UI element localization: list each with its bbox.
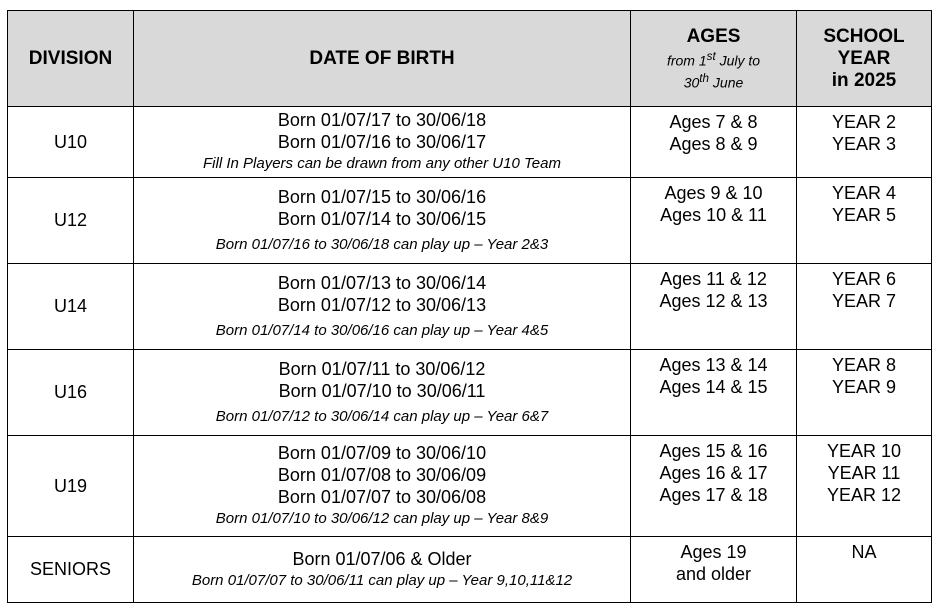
ages-cell: Ages 15 & 16 Ages 16 & 17 Ages 17 & 18 [631,436,797,537]
header-division: DIVISION [8,11,134,107]
header-school-year: SCHOOL YEAR in 2025 [797,11,932,107]
ages-cell: Ages 19 and older [631,537,797,603]
school-year-cell: NA [797,537,932,603]
header-ages-subtitle: from 1st July to [666,49,761,69]
dob-note: Born 01/07/10 to 30/06/12 can play up – Year 8&9 [215,510,549,527]
table-row [8,178,932,264]
division-cell: U16 [8,350,134,436]
school-year-cell: YEAR 4 YEAR 5 [797,178,932,264]
ages-cell: Ages 13 & 14 Ages 14 & 15 [631,350,797,436]
dob-cell: Born 01/07/06 & Older Born 01/07/07 to 30/06/11 can play up – Year 9,10,11&12 [134,537,631,603]
table-row [8,436,932,537]
table-row [8,107,932,178]
header-ages [631,11,797,107]
division-cell: U12 [8,178,134,264]
division-cell: U14 [8,264,134,350]
table-row [8,537,932,603]
dob-cell: Born 01/07/13 to 30/06/14 Born 01/07/12 to 30/06/13 Born 01/07/14 to 30/06/16 can play up – Year 4&5 [134,264,631,350]
table-row [8,264,932,350]
dob-cell: Born 01/07/17 to 30/06/18 Born 01/07/16 to 30/06/17 Fill In Players can be drawn from any other U10 Team [134,107,631,178]
school-year-cell: YEAR 6 YEAR 7 [797,264,932,350]
divisions-table [7,10,932,603]
school-year-cell: YEAR 8 YEAR 9 [797,350,932,436]
header-ages-title: AGES [686,25,741,47]
ages-cell: Ages 11 & 12 Ages 12 & 13 [631,264,797,350]
dob-note: Born 01/07/12 to 30/06/14 can play up – Year 6&7 [215,407,549,425]
dob-cell: Born 01/07/09 to 30/06/10 Born 01/07/08 to 30/06/09 Born 01/07/07 to 30/06/08 Born 01/07/10 to 30/06/12 can play up – Year 8&9 [134,436,631,537]
dob-note: Born 01/07/14 to 30/06/16 can play up – Year 4&5 [215,321,549,339]
division-cell: U10 [8,107,134,178]
ages-cell: Ages 7 & 8 Ages 8 & 9 [631,107,797,178]
dob-note: Born 01/07/07 to 30/06/11 can play up – Year 9,10,11&12 [191,571,573,589]
dob-note: Fill In Players can be drawn from any other U10 Team [203,155,561,172]
division-cell: U19 [8,436,134,537]
dob-note: Born 01/07/16 to 30/06/18 can play up – Year 2&3 [215,235,549,253]
division-cell: SENIORS [8,537,134,603]
school-year-cell: YEAR 2 YEAR 3 [797,107,932,178]
header-ages-subtitle-2: 30th June [683,71,744,91]
table-row [8,350,932,436]
header-dob: DATE OF BIRTH [134,11,631,107]
header-row [8,11,932,107]
ages-cell: Ages 9 & 10 Ages 10 & 11 [631,178,797,264]
dob-cell: Born 01/07/15 to 30/06/16 Born 01/07/14 to 30/06/15 Born 01/07/16 to 30/06/18 can play up – Year 2&3 [134,178,631,264]
school-year-cell: YEAR 10 YEAR 11 YEAR 12 [797,436,932,537]
dob-cell: Born 01/07/11 to 30/06/12 Born 01/07/10 to 30/06/11 Born 01/07/12 to 30/06/14 can play up – Year 6&7 [134,350,631,436]
